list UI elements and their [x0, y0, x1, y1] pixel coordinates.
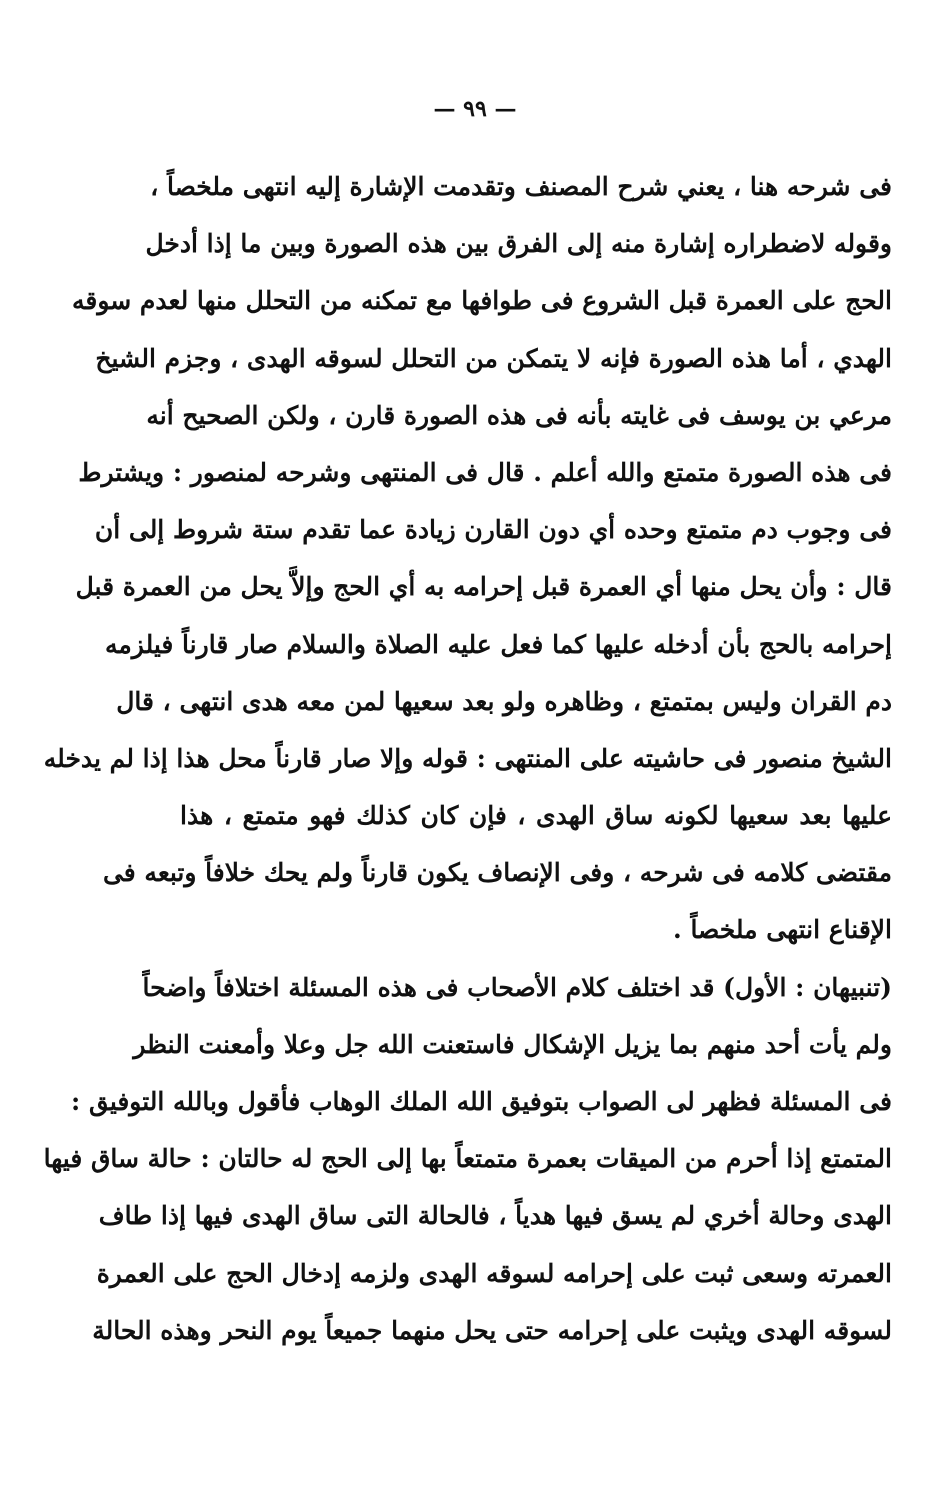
text-line: الحج على العمرة قبل الشروع فى طوافها مع تمكنه من التحلل منها لعدم سوقه: [71, 286, 892, 316]
text-line: الهدى وحالة أخري لم يسق فيها هدياً ، فالحالة التى ساق الهدى فيها إذا طاف: [98, 1201, 892, 1231]
text-line: وقوله لاضطراره إشارة منه إلى الفرق بين هذه الصورة وبين ما إذا أدخل: [145, 229, 892, 259]
text-line: الشيخ منصور فى حاشيته على المنتهى : قوله وإلا صار قارناً محل هذا إذا لم يدخله: [43, 743, 892, 773]
text-line: فى شرحه هنا ، يعني شرح المصنف وتقدمت الإشارة إليه انتهى ملخصاً ،: [150, 172, 892, 201]
text-line: (تنبيهان : الأول) قد اختلف كلام الأصحاب فى هذه المسئلة اختلافاً واضحاً: [142, 972, 892, 1002]
text-line: فى المسئلة فظهر لى الصواب بتوفيق الله الملك الوهاب فأقول وبالله التوفيق :: [71, 1087, 892, 1116]
text-line: العمرته وسعى ثبت على إحرامه لسوقه الهدى ولزمه إدخال الحج على العمرة: [96, 1258, 892, 1288]
text-line: دم القران وليس بمتمتع ، وظاهره ولو بعد سعيها لمن معه هدى انتهى ، قال: [116, 686, 892, 716]
page-number: — ٩٩ —: [433, 96, 517, 122]
text-line: ولم يأت أحد منهم بما يزيل الإشكال فاستعنت الله جل وعلا وأمعنت النظر: [133, 1029, 892, 1059]
text-line: المتمتع إذا أحرم من الميقات بعمرة متمتعاً بها إلى الحج له حالتان : حالة ساق فيها: [43, 1144, 892, 1174]
text-line: الإقناع انتهى ملخصاً .: [673, 915, 892, 945]
text-line: مرعي بن يوسف فى غايته بأنه فى هذه الصورة قارن ، ولكن الصحيح أنه: [146, 400, 892, 430]
text-line: لسوقه الهدى ويثبت على إحرامه حتى يحل منهما جميعاً يوم النحر وهذه الحالة: [92, 1315, 892, 1345]
text-line: فى هذه الصورة متمتع والله أعلم . قال فى المنتهى وشرحه لمنصور : ويشترط: [78, 457, 892, 487]
text-line: عليها بعد سعيها لكونه ساق الهدى ، فإن كان كذلك فهو متمتع ، هذا: [180, 801, 892, 831]
text-line: مقتضى كلامه فى شرحه ، وفى الإنصاف يكون قارناً ولم يحك خلافاً وتبعه فى: [102, 858, 892, 888]
text-line: إحرامه بالحج بأن أدخله عليها كما فعل عليه الصلاة والسلام صار قارناً فيلزمه: [104, 629, 892, 659]
body-text: [43, 158, 892, 1359]
text-line: الهدي ، أما هذه الصورة فإنه لا يتمكن من التحلل لسوقه الهدى ، وجزم الشيخ: [95, 343, 892, 373]
text-line: فى وجوب دم متمتع وحده أي دون القارن زيادة عما تقدم ستة شروط إلى أن: [94, 515, 892, 545]
text-line: قال : وأن يحل منها أي العمرة قبل إحرامه به أي الحج وإلاَّ يحل من العمرة قبل: [75, 572, 892, 602]
